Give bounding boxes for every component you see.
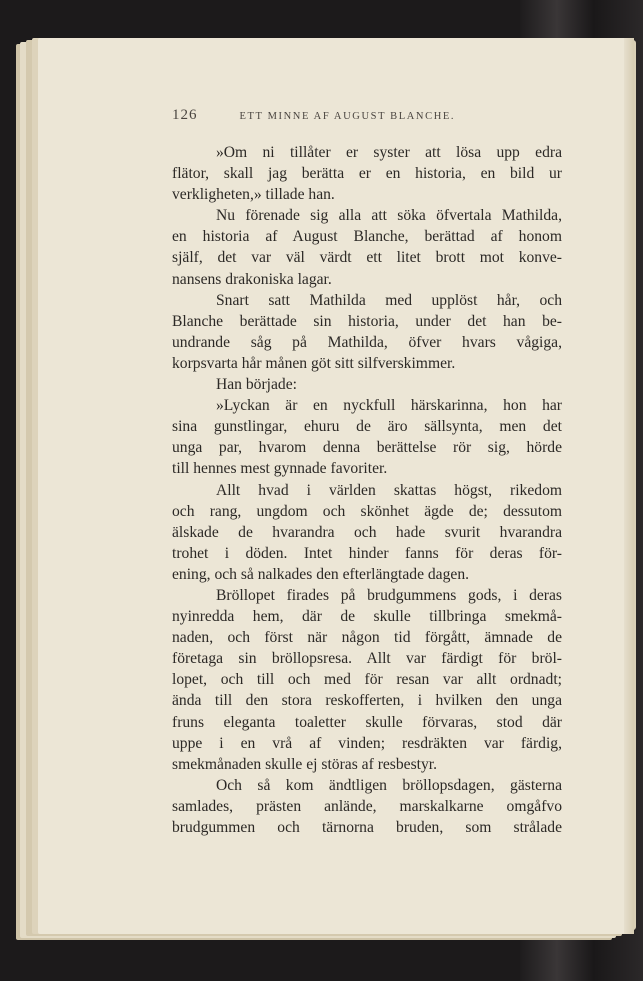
text-line: nyinredda hem, där de skulle tillbringa smekmå- — [172, 608, 562, 626]
text-line: en historia af August Blanche, berättad af honom — [172, 228, 562, 246]
text-line: och rang, ungdom och skönhet ägde de; dessutom — [172, 502, 562, 520]
text-line: till hennes mest gynnade favoriter. — [172, 460, 388, 478]
text-line: unga par, hvarom denna berättelse rör sig, hörde — [172, 439, 562, 457]
text-line: undrande såg på Mathilda, öfver hvars vågiga, — [172, 333, 562, 351]
text-line: Han började: — [216, 376, 297, 394]
text-line: älskade de hvarandra och hade svurit hvarandra — [172, 523, 562, 541]
text-line: brudgummen och tärnorna bruden, som strålade — [172, 819, 562, 836]
text-line: Blanche berättade sin historia, under det han be- — [172, 312, 562, 330]
text-line: »Lyckan är en nyckfull härskarinna, hon har — [216, 397, 562, 415]
text-line: samlades, prästen anlände, marskalkarne omgåfvo — [172, 797, 562, 815]
text-line: uppe i en vrå af vinden; resdräkten var färdig, — [172, 734, 562, 752]
text-line: Snart satt Mathilda med upplöst hår, och — [216, 291, 562, 309]
text-line: naden, och först när någon tid förgått, ämnade de — [172, 629, 562, 647]
text-line: Nu förenade sig alla att söka öfvertala Mathilda, — [216, 207, 562, 225]
text-line: trohet i döden. Intet hinder fanns för deras för- — [172, 544, 562, 562]
text-line: verkligheten,» tillade han. — [172, 186, 335, 204]
text-line: själf, det var väl värdt ett litet brott mot konve- — [172, 249, 562, 267]
text-line: nansens drakoniska lagar. — [172, 270, 332, 288]
text-line: ända till den stora reskofferten, i hvilken den unga — [172, 692, 562, 710]
text-line: korpsvarta hår månen göt sitt silfverskimmer. — [172, 354, 456, 372]
text-line: Bröllopet firades på brudgummens gods, i deras — [216, 586, 562, 604]
text-line: Och så kom ändtligen bröllopsdagen, gästerna — [216, 776, 562, 794]
text-line: Allt hvad i världen skattas högst, rikedom — [216, 481, 562, 499]
body-text — [172, 142, 562, 838]
text-line: smekmånaden skulle ej störas af resbestyr. — [172, 755, 438, 773]
text-line: »Om ni tillåter er syster att lösa upp edra — [216, 144, 562, 161]
text-line: företaga sin bröllopsresa. Allt var färdigt för bröl- — [172, 650, 562, 668]
text-line: flätor, skall jag berätta er en historia, en bild ur — [172, 165, 562, 183]
text-line: lopet, och till och med för resan var allt ordnadt; — [172, 671, 562, 689]
running-head: ETT MINNE AF AUGUST BLANCHE. — [239, 111, 456, 122]
page-number: 126 — [172, 107, 198, 123]
page-header — [172, 107, 564, 124]
page-edge — [624, 38, 634, 934]
text-line: ening, och så nalkades den efterlängtade dagen. — [172, 565, 470, 583]
text-line: fruns eleganta toaletter skulle förvaras, stod där — [172, 713, 562, 731]
text-line: sina gunstlingar, ehuru de äro sällsynta, men det — [172, 418, 562, 436]
